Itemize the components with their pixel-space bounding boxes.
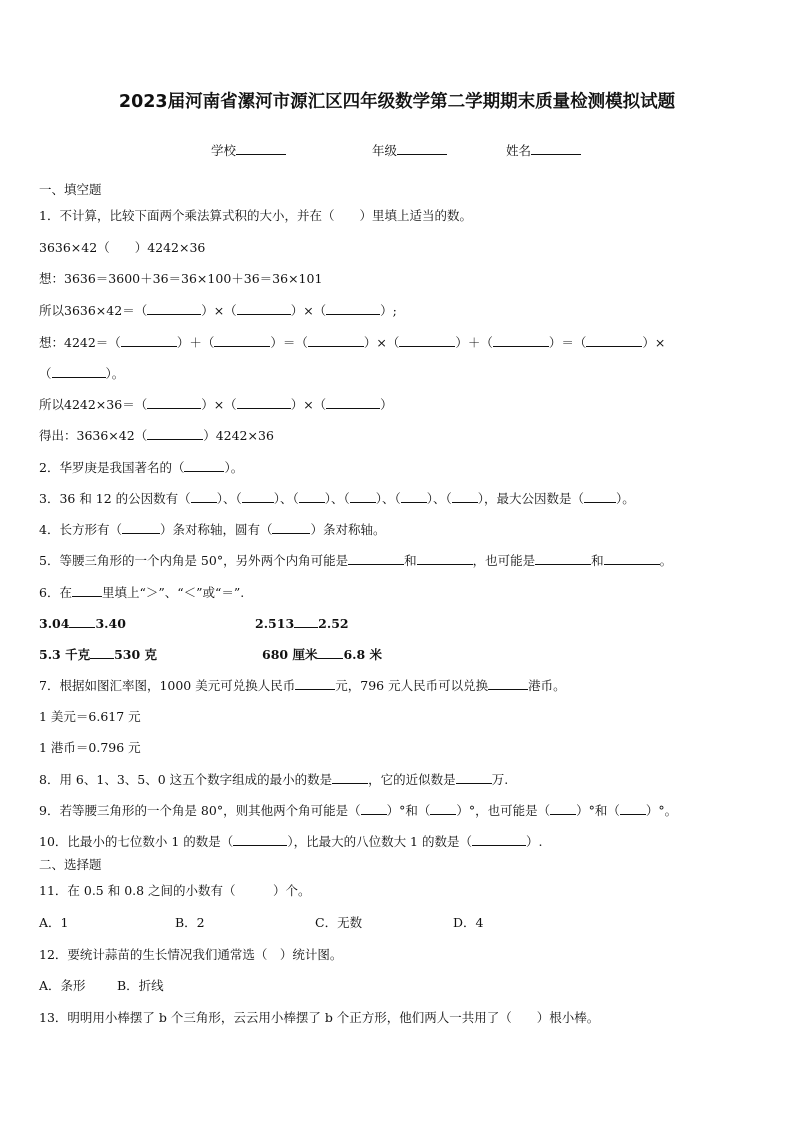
question-2: 2．华罗庚是我国著名的（ ）。	[39, 460, 244, 475]
section-heading-fill: 一、填空题	[39, 182, 102, 197]
grade-field	[372, 141, 447, 159]
question-9: 9．若等腰三角形的一个角是 80°，则其他两个角可能是（ ）°和（ ）°，也可能是（ ）°和（ ）°。	[39, 803, 678, 818]
school-label: 学校	[211, 143, 237, 158]
question-11-stem: 11．在 0.5 和 0.8 之间的小数有（ ）个。	[39, 883, 311, 898]
question-11-option-d: D．4	[453, 915, 484, 930]
name-field	[506, 141, 581, 159]
question-6-row-2: 5.3 千克 530 克	[39, 647, 158, 662]
question-12-stem: 12．要统计蒜苗的生长情况我们通常选（ ）统计图。	[39, 947, 343, 962]
question-5: 5．等腰三角形的一个内角是 50°，另外两个内角可能是 和 ，也可能是 和 。	[39, 553, 673, 568]
grade-blank	[397, 142, 447, 155]
question-7-rate-2: 1 港币＝0.796 元	[39, 740, 141, 755]
question-8: 8．用 6、1、3、5、0 这五个数字组成的最小的数是 ，它的近似数是 万.	[39, 772, 509, 787]
question-6-row-1: 3.04 3.40	[39, 616, 126, 631]
question-3: 3．36 和 12 的公因数有（ ）、（ ）、（ ）、（ ）、（ ）、（ ），最大公因数是（ ）。	[39, 491, 635, 506]
question-6-stem: 6．在 里填上“＞”、“＜”或“＝”.	[39, 585, 245, 600]
question-1-line-2: 想：3636＝3600＋36＝36×100＋36＝36×101	[39, 271, 323, 286]
question-6-row-2-right: 680 厘米 6.8 米	[262, 647, 383, 662]
question-1-line-7: 得出：3636×42（ ）4242×36	[39, 428, 274, 443]
section-heading-choice: 二、选择题	[39, 857, 102, 872]
question-11-option-a: A．1	[39, 915, 69, 930]
question-12-option-a: A．条形	[39, 978, 86, 993]
question-1-line-4: 想：4242＝（ ）＋（ ）＝（ ）×（ ）＋（ ）＝（ ）×	[39, 335, 666, 350]
question-4: 4．长方形有（ ）条对称轴，圆有（ ）条对称轴。	[39, 522, 386, 537]
question-12-option-b: B．折线	[117, 978, 164, 993]
school-field	[211, 141, 286, 159]
question-7-rate-1: 1 美元＝6.617 元	[39, 709, 141, 724]
grade-label: 年级	[372, 143, 398, 158]
question-1-line-1: 3636×42（ ）4242×36	[39, 240, 206, 255]
question-11-option-b: B．2	[175, 915, 205, 930]
question-1-line-6: 所以4242×36＝（ ）×（ ）×（ ）	[39, 397, 393, 412]
page-title: 2023届河南省漯河市源汇区四年级数学第二学期期末质量检测模拟试题	[118, 92, 676, 112]
question-13-stem: 13．明明用小棒摆了 b 个三角形，云云用小棒摆了 b 个正方形，他们两人一共用了（ ）根小棒。	[39, 1010, 600, 1025]
question-7: 7．根据如图汇率图，1000 美元可兑换人民币 元，796 元人民币可以兑换 港币。	[39, 678, 566, 693]
name-blank	[531, 142, 581, 155]
question-1-line-3: 所以3636×42＝（ ）×（ ）×（ ）;	[39, 303, 397, 318]
question-11-option-c: C．无数	[315, 915, 363, 930]
name-label: 姓名	[506, 143, 532, 158]
question-10: 10．比最小的七位数小 1 的数是（ ），比最大的八位数大 1 的数是（ ）.	[39, 834, 543, 849]
question-1-stem: 1．不计算，比较下面两个乘法算式积的大小，并在（ ）里填上适当的数。	[39, 208, 472, 223]
school-blank	[236, 142, 286, 155]
question-6-row-1-right: 2.513 2.52	[255, 616, 349, 631]
question-1-line-5: （ ）。	[39, 366, 125, 381]
